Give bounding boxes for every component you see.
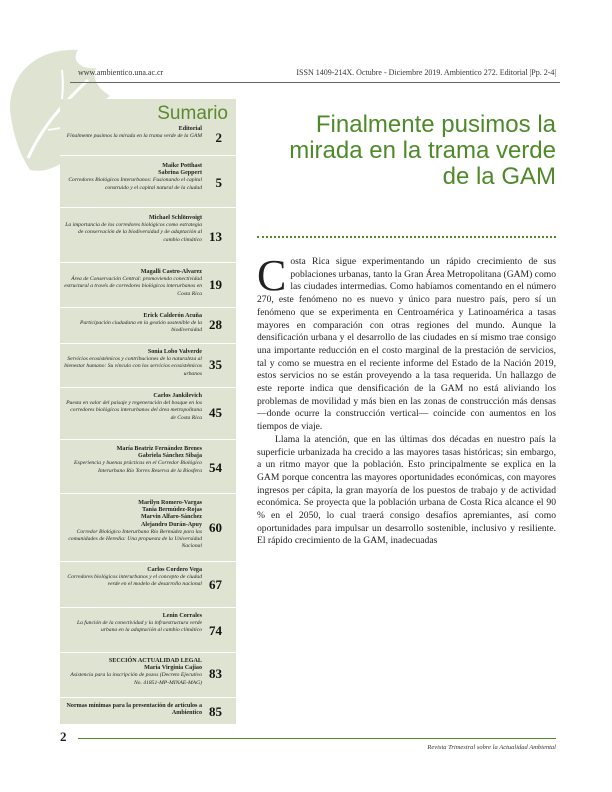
toc-author: Lenin Corrales: [162, 613, 202, 619]
journal-name: Revista Trimestral sobre la Actualidad Ambiental: [427, 744, 556, 751]
article-title: Finalmente pusimos la mirada en la trama verde de la GAM: [289, 111, 556, 190]
toc-page: 2: [215, 130, 222, 145]
toc-page: 83: [209, 666, 222, 681]
paragraph: Costa Rica sigue experimentando un rápido crecimiento de sus poblaciones urbanas, tanto la Gran Área Metropolitana (GAM) como las ciudades intermedias. Como habíamos comentando en el número 270, este fenómeno no es nuevo y único para nuestro país, pero sí un fenómeno que se experimenta en Centroamérica y Latinoamérica a tasas mayores en comparación con otras regiones del mundo. Aunque la densificación urbana y el desarrollo de las ciudades en sí mismo trae consigo una importante reducción en el costo marginal de la prestación de servicios, tal y como se muestra en el reciente informe del Estado de la Nación 2019, estos servicios no se están proveyendo a la tasa requerida. Un hallazgo de este reporte indica que densificación de la GAM no está aliviando los problemas de movilidad y más bien en las zonas de construcción más densas —donde ocurre la construcción vertical— coincide con aumentos en los tiempos de viaje.: [257, 251, 556, 433]
toc-separator: [60, 343, 236, 344]
toc-author: Normas mínimas para la presentación de artículos a Ambientico: [66, 703, 202, 717]
toc-page: 13: [209, 229, 222, 244]
sumario-panel: [60, 99, 236, 724]
toc-page: 5: [215, 175, 222, 190]
toc-separator: [60, 493, 236, 494]
toc-separator: [60, 262, 236, 263]
sumario-title: Sumario: [157, 103, 228, 124]
toc-page: 19: [209, 277, 222, 292]
toc-separator: [60, 439, 236, 440]
paragraph: Llama la atención, que en las últimas dos décadas en nuestro país la superficie urbanizada ha crecido a las mayores tasas históricas; sin embargo, a un ritmo mayor que la población. Esto principalmente se explica en la GAM porque concentra las mayores oportunidades económicas, con mayores ingresos per cápita, la gran mayoría de los puestos de trabajo y de actividad económica. Se proyecta que la población urbana de Costa Rica alcance el 90 % en el 2050, lo cual traerá consigo desafíos apremiantes, así como oportunidades para impulsar un desarrollo sostenible, inclusivo y resiliente. El rápido crecimiento de la GAM, inadecuadas: [257, 433, 556, 547]
toc-page: 54: [209, 460, 222, 475]
toc-author: Marilyn Romero-Vargas Tania Bermúdez-Rojas Marvin Alfaro-Sánchez Alejandro Durán-Apuy: [138, 500, 202, 528]
toc-text: La función de la conectividad y la infraestructura verde urbana en la adaptación al cambio climático: [76, 620, 202, 634]
toc-text: Corredor Biológico Interurbano Río Bermúdez para las comunidades de Heredia: Una propuesta de la Universidad Nacional: [68, 528, 202, 550]
toc-separator: [60, 652, 236, 653]
toc-separator: [60, 387, 236, 388]
toc-author: Carlos Cordero Vega: [147, 567, 202, 573]
dotted-divider: [257, 236, 556, 238]
toc-author: Erick Calderón Acuña: [143, 313, 202, 319]
toc-page: 45: [209, 405, 222, 420]
toc-text: Servicios ecosistémicos y contribuciones de la naturaleza al bienestar humano: Su vínculo con los servicios ecosistémicos urbanos: [64, 356, 202, 377]
toc-author: Maike Potthast Sabrina Geppert: [158, 163, 202, 177]
footer-rule: [78, 738, 556, 739]
toc-text: Corredores Biológicos Interurbanos: Fusionando el capital construido y el capital natural de la ciudad: [68, 177, 202, 191]
toc-author: Sonia Lobo Valverde: [147, 349, 202, 355]
toc-page: 67: [209, 577, 222, 592]
toc-author: María Beatriz Fernández Brenes Gabriela Sánchez Sibaja: [116, 446, 202, 460]
toc-text: Puesta en valor del paisaje y regeneración del bosque en los corredores biológicos interurbanos del área metropolitana de Costa Rica: [66, 400, 202, 421]
issn-line: ISSN 1409-214X. Octubre - Diciembre 2019. Ambientico 272. Editorial |Pp. 2-4|: [296, 68, 556, 77]
toc-text: Área de Conservación Central: promoviendo conectividad estructural a través de corredores biológicos interurbanos en Costa Rica: [64, 276, 202, 297]
toc-author: Magalli Castro-Alvarez: [140, 269, 202, 275]
page-number: 2: [60, 729, 67, 744]
toc-page: 60: [209, 520, 222, 535]
article-body: [257, 251, 556, 548]
toc-text: Corredores biológicos interurbanos y el concepto de ciudad verde en el modelo de desarrollo nacional: [67, 574, 202, 588]
toc-author: Editorial: [178, 126, 202, 132]
header-rule: [70, 82, 560, 83]
toc-author: SECCIÓN ACTUALIDAD LEGAL María Virginia Cajiao: [108, 658, 202, 672]
toc-separator: [60, 561, 236, 562]
toc-author: Carlos Jankilevich: [153, 393, 202, 399]
toc-text: Experiencia y buenas prácticas en el Corredor Biológico Interurbano Río Torres Reserva de la Biosfera: [74, 460, 202, 474]
toc-author: Michael Schlönvoigt: [149, 215, 202, 221]
toc-text: Finalmente pusimos la mirada en la trama verde de la GAM: [66, 133, 202, 140]
toc-text: Asistencia para la inscripción de pozos (Decreto Ejecutivo No. 41851-MP-MINAE-MAG): [70, 672, 202, 686]
website-url[interactable]: www.ambientico.una.ac.cr: [78, 68, 164, 77]
toc-page: 35: [209, 357, 222, 372]
toc-separator: [60, 207, 236, 208]
toc-page: 85: [209, 704, 222, 719]
toc-separator: [60, 697, 236, 698]
toc-separator: [60, 607, 236, 608]
toc-page: 28: [209, 317, 222, 332]
toc-text: Participación ciudadana en la gestión sostenible de la biodiversidad: [80, 320, 202, 334]
toc-page: 74: [209, 623, 222, 638]
drop-cap: C: [257, 251, 287, 300]
toc-separator: [60, 155, 236, 156]
toc-separator: [60, 307, 236, 308]
toc-text: La importancia de los corredores biológicos como estrategia de conservación de la biodiversidad y de adaptación al cambio climático: [65, 222, 202, 243]
